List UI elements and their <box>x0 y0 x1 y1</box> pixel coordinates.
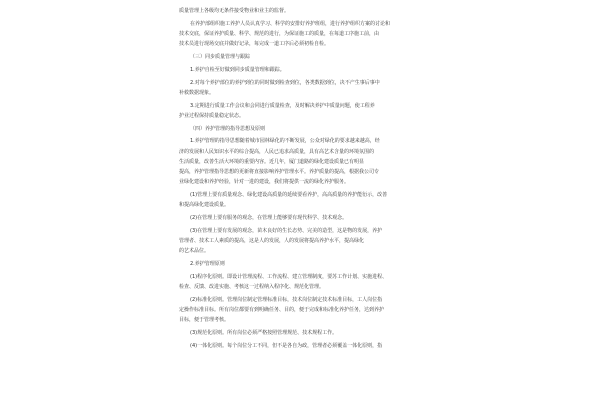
section-heading: （三）同步质量管理与跟踪 <box>190 54 251 60</box>
text-line: 提高，养护管理指导思想的更新将直接影响养护管理水平。养护质量的提高，根据我公司专 <box>179 169 380 175</box>
text-line: 3.定期进行质量工作会议和会同进行质量检查，及时解决养护中质量问题，使工程养 <box>190 103 375 109</box>
text-line: (1)程序化原则。即设计管理流程、工作流程、建立管理制度，要苏工作计划、实施进程、 <box>190 274 388 280</box>
section-heading: 2.养护管理原则 <box>190 261 225 267</box>
text-line: 技术交底，保证养护质量、科学、规范的进行，为保证施工的质量，在每道工序施工前，由 <box>179 31 380 37</box>
text-line: 2.对每个养护部位的养护到位的同时做到检查到位，各类数据到位，决不产生事后事中 <box>190 80 380 86</box>
text-line: 的艺术品位。 <box>179 248 210 254</box>
text-line: 生活质量，改善生活大环境的重要内容。近几年，厦门道路的绿化建设质量已有明显 <box>179 159 365 165</box>
text-line: (2)标准化原则。管理岗位制定管理标准目标，技术岗位制定技术标准目标，工人岗位指 <box>190 297 383 303</box>
text-line: 业绿化建设和养护经验，针对一进的建设，我们将提供一流的绿化养护服务。 <box>179 179 350 185</box>
text-line: 护业过程保持质量稳定状态。 <box>179 113 245 119</box>
text-line: (3)规范化原则。所有岗位必须严格按照管理规范、技术规程工作。 <box>190 330 338 336</box>
text-line: (2)在管理上要有服务的观念，在管理上能够要有现代科学、技术观念。 <box>190 215 348 221</box>
document-page <box>163 0 443 400</box>
text-line: 技术员进行现场交底并做好记录，每完成一道工序后必须初检自检。 <box>179 41 330 47</box>
text-line: 1.养护管理的指导思想随着城市园林绿化的不断发展，公众对绿化的要求越来越高，经 <box>190 138 380 144</box>
text-line: 1.养护自检至好做到同步质量管理和跟踪。 <box>190 67 285 73</box>
text-line: 检查、反馈、改进实施、考核这一过程纳入程序化、规范化管理。 <box>179 284 325 290</box>
text-line: 定操作标准目标。所有岗位都要有到明确任务、目的，便于完成和标准化养护任务，达到养护 <box>179 307 385 313</box>
text-line: (3)在管理上要有发展的观念，苗木良好的生长态势、完美的造型，这是物的发展，养护 <box>190 228 383 234</box>
text-line: (1)管理上要有质量观念、绿化建设高质量的延续要看养护，高高质量的养护能衍示，改善 <box>190 192 388 198</box>
text-line: 质量管理上各级均无条件接受物业和业主的监督。 <box>179 8 290 14</box>
section-heading: （四）养护管理的指导思想及原则 <box>190 126 266 132</box>
text-line: (4)一体化原则。每个岗位分工不同，但不是各自为政，管理者必须覆盖一体化原则，指 <box>190 343 383 349</box>
text-line: 补救数据现象。 <box>179 90 215 96</box>
text-line: 目标，便于管理考核。 <box>179 317 230 323</box>
text-line: 和提高绿化建设质量。 <box>179 202 230 208</box>
text-line: 济的发展和人民知识水平的综合提高，人民已追求高质量，具有高艺术含量的环境氛围的 <box>179 149 375 155</box>
text-line: 在养护部组织施工养护人员认真学习、科学的安排好养护班组，进行养护组织方案的讨论和 <box>190 21 391 27</box>
text-line: 管理者、技术工人素质的提高，这是人的发展，人的发展将提高养护水平，提高绿化 <box>179 238 365 244</box>
